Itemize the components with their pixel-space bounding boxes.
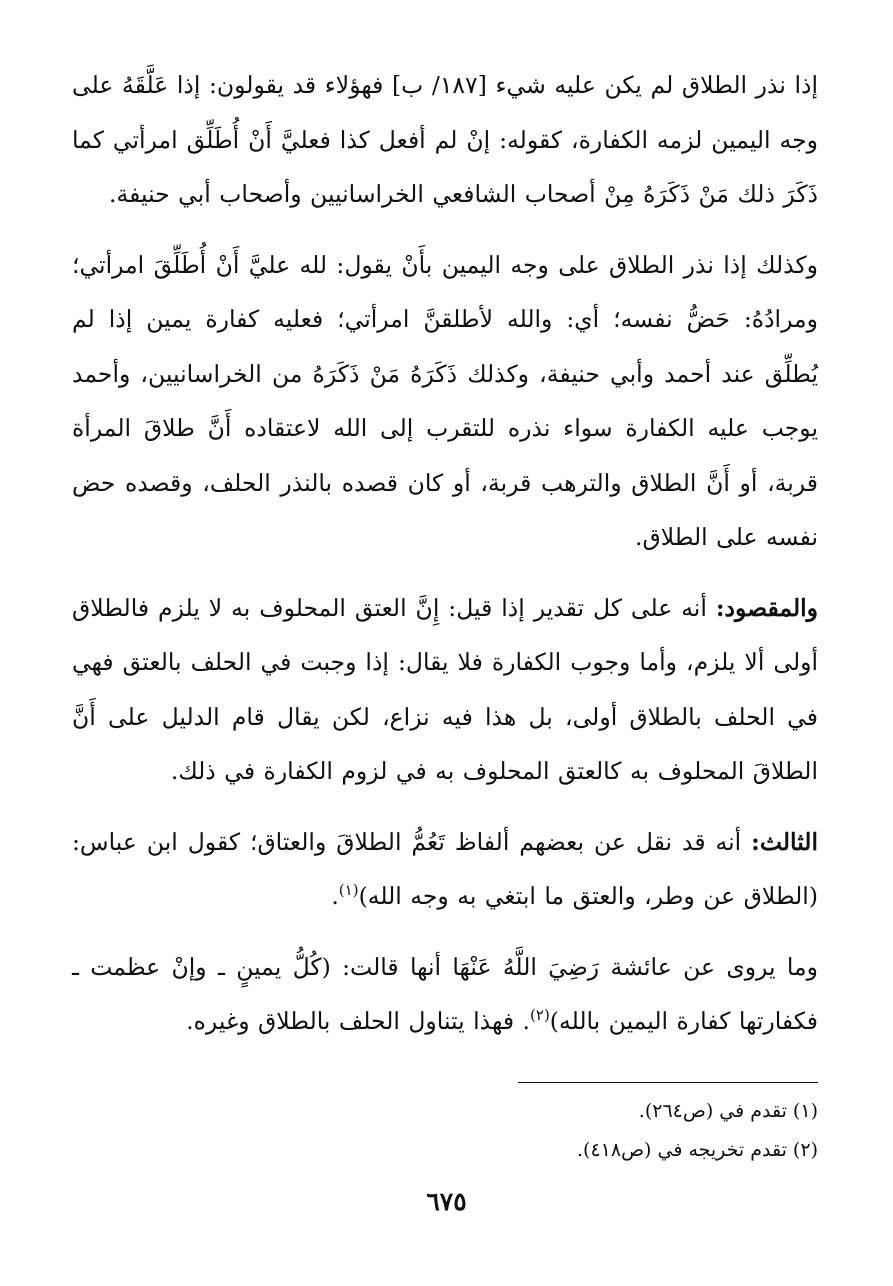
footnote-2: (٢) تقدم تخريجه في (ص٤١٨).	[576, 1139, 818, 1161]
paragraph-5-text: وما يروى عن عائشة رَضِيَ اللَّهُ عَنْهَا أنها قالت: (كُلُّ يمينٍ ـ وإنْ عظمت ـ فكفارتها كفارة اليمين بالله)	[72, 952, 818, 1035]
paragraph-4-tail: .	[331, 882, 339, 910]
paragraph-4-lead: الثالث:	[751, 827, 818, 856]
page-body	[72, 58, 818, 1065]
paragraph-3-lead: والمقصود:	[715, 593, 818, 622]
paragraph-1-text: إذا نذر الطلاق لم يكن عليه شيء [١٨٧/ ب] فهؤلاء قد يقولون: إذا عَلَّقَهُ على وجه اليمين لزمه الكفارة، كقوله: إنْ لم أفعل كذا فعليَّ أَنْ أُطَلِّق امرأتي كما ذَكَرَ ذلك مَنْ ذَكَرَهُ مِنْ أصحاب الشافعي الخراسانيين وأصحاب أبي حنيفة.	[72, 71, 818, 208]
footnotes	[72, 1092, 818, 1170]
footnote-divider	[518, 1082, 818, 1083]
paragraph-4-text: أنه قد نقل عن بعضهم ألفاظ تَعُمُّ الطلاقَ والعتاق؛ كقول ابن عباس: (الطلاق عن وطر، والعتق ما ابتغي به وجه الله)	[72, 827, 818, 910]
paragraph-1	[72, 58, 818, 222]
page-number: ٦٧٥	[426, 1187, 467, 1216]
footnote-1: (١) تقدم في (ص٢٦٤).	[638, 1100, 818, 1122]
paragraph-5-tail: . فهذا يتناول الحلف بالطلاق وغيره.	[186, 1007, 531, 1035]
paragraph-2	[72, 238, 818, 565]
footnote-ref-2[interactable]: (٢)	[530, 1006, 550, 1025]
paragraph-3	[72, 581, 818, 799]
paragraph-4	[72, 815, 818, 924]
paragraph-3-text: أنه على كل تقدير إذا قيل: إِنَّ العتق المحلوف به لا يلزم فالطلاق أولى ألا يلزم، وأما وجوب الكفارة فلا يقال: إذا وجبت في الحلف بالعتق فهي في الحلف بالطلاق أولى، بل هذا فيه نزاع، لكن يقال قام الدليل على أَنَّ الطلاقَ المحلوف به كالعتق المحلوف به في لزوم الكفارة في ذلك.	[72, 593, 818, 785]
footnote-ref-1[interactable]: (١)	[338, 881, 359, 900]
paragraph-5	[72, 940, 818, 1049]
paragraph-2-text: وكذلك إذا نذر الطلاق على وجه اليمين بأَنْ يقول: لله عليَّ أَنْ أُطَلِّقَ امرأتي؛ ومرادُهُ: حَضُّ نفسه؛ أي: والله لأطلقنَّ امرأتي؛ فعليه كفارة يمين إذا لم يُطلِّق عند أحمد وأبي حنيفة، وكذلك ذَكَرَهُ مَنْ ذَكَرَهُ من الخراسانيين، وأحمد يوجب عليه الكفارة سواء نذره للتقرب إلى الله لاعتقاده أَنَّ طلاقَ المرأة قربة، أو أَنَّ الطلاق والترهب قربة، أو كان قصده بالنذر الحلف، وقصده حض نفسه على الطلاق.	[72, 250, 818, 551]
